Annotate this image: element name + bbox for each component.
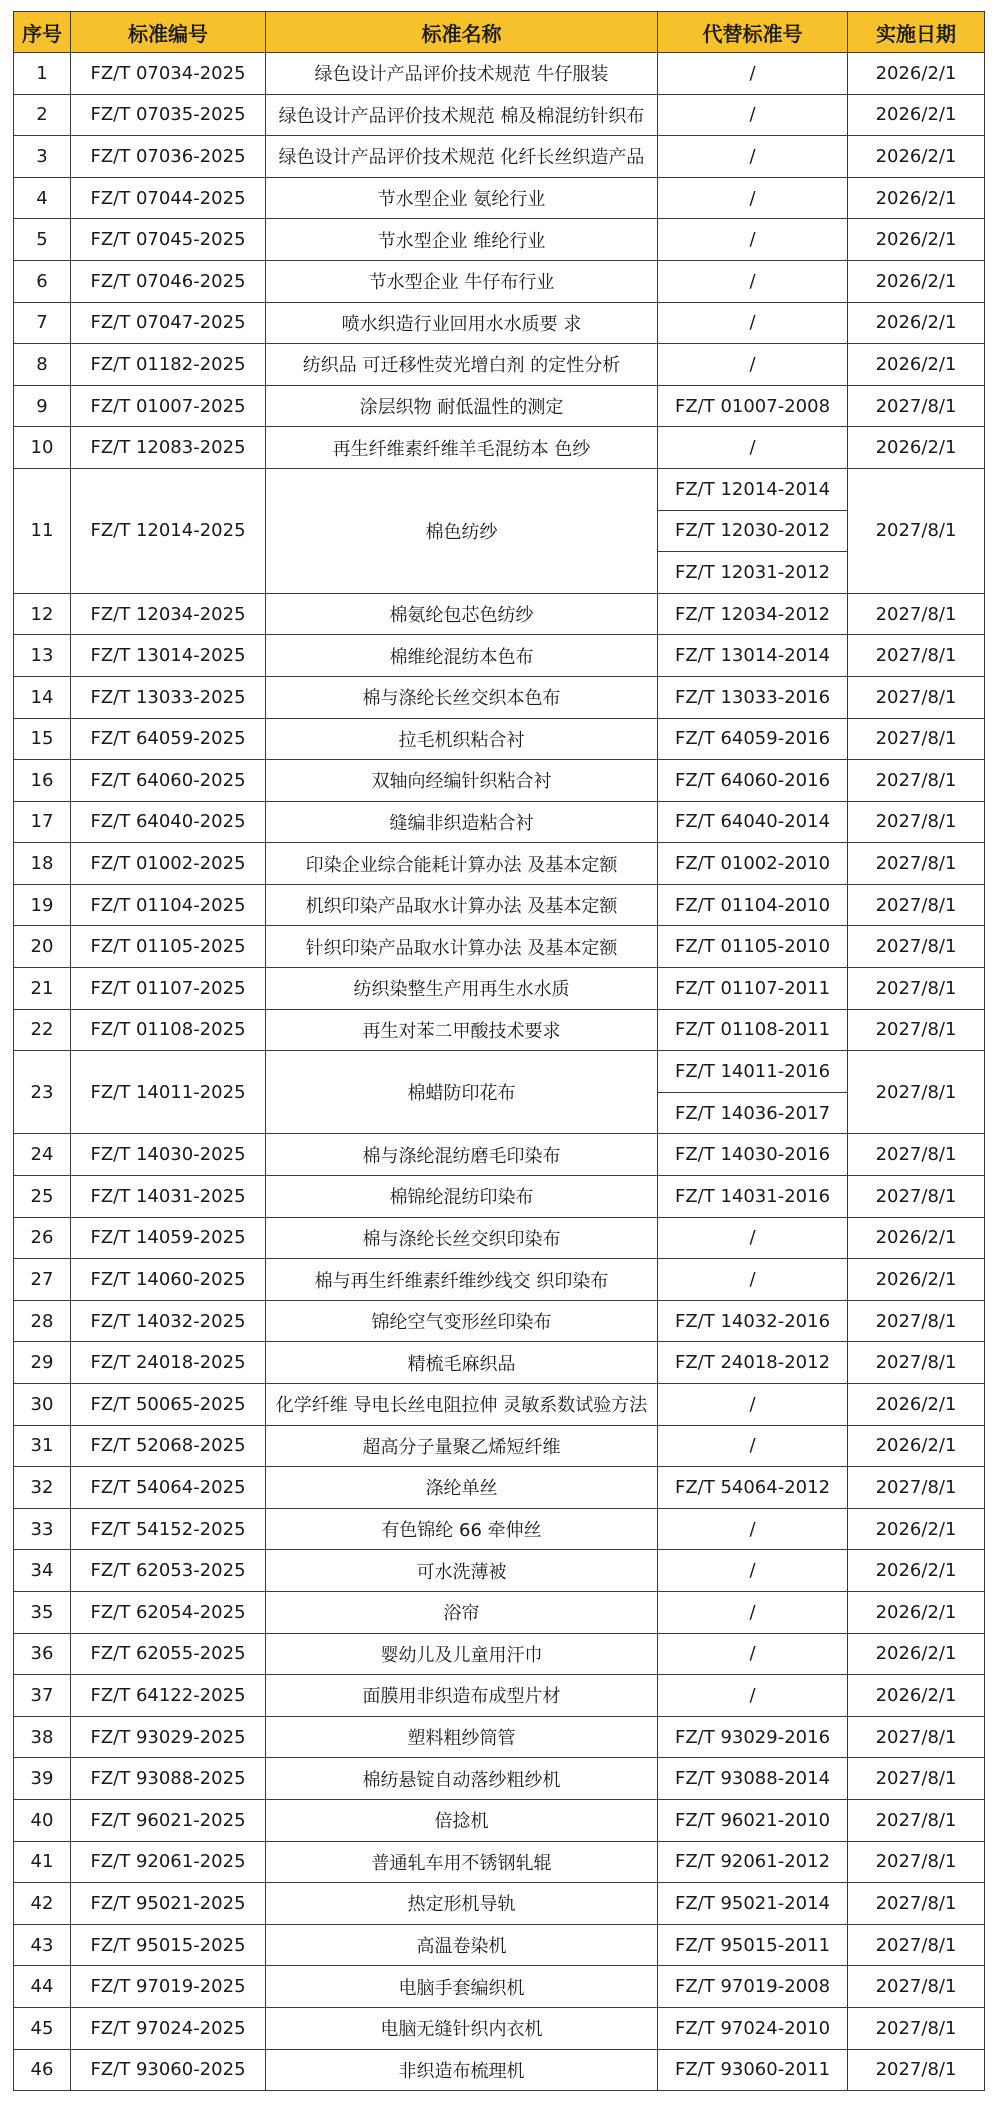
row-standard-name: 印染企业综合能耗计算办法 及基本定额 [266, 843, 658, 885]
row-standard-code: FZ/T 12014-2025 [71, 468, 266, 593]
row-effective-date: 2027/8/1 [848, 968, 985, 1010]
row-standard-code: FZ/T 01104-2025 [71, 884, 266, 926]
row-effective-date: 2027/8/1 [848, 1009, 985, 1051]
row-seq: 3 [14, 136, 71, 178]
row-seq: 31 [14, 1425, 71, 1467]
row-standard-code: FZ/T 13033-2025 [71, 676, 266, 718]
table-row [14, 385, 985, 427]
row-standard-code: FZ/T 24018-2025 [71, 1342, 266, 1384]
row-seq: 23 [14, 1051, 71, 1134]
row-seq: 27 [14, 1259, 71, 1301]
table-row [14, 760, 985, 802]
row-standard-code: FZ/T 93088-2025 [71, 1758, 266, 1800]
row-seq: 46 [14, 2049, 71, 2091]
row-effective-date: 2027/8/1 [848, 884, 985, 926]
row-seq: 33 [14, 1508, 71, 1550]
row-seq: 9 [14, 385, 71, 427]
row-replaced-standard: / [658, 53, 848, 95]
table-row [14, 260, 985, 302]
row-standard-name: 再生对苯二甲酸技术要求 [266, 1009, 658, 1051]
row-seq: 24 [14, 1134, 71, 1176]
row-standard-code: FZ/T 93029-2025 [71, 1716, 266, 1758]
row-seq: 40 [14, 1799, 71, 1841]
row-standard-code: FZ/T 14031-2025 [71, 1176, 266, 1218]
row-standard-code: FZ/T 01105-2025 [71, 926, 266, 968]
row-standard-code: FZ/T 64059-2025 [71, 718, 266, 760]
row-standard-name: 双轴向经编针织粘合衬 [266, 760, 658, 802]
table-row [14, 1924, 985, 1966]
row-replaced-standard: FZ/T 13014-2014 [658, 635, 848, 677]
table-row [14, 1716, 985, 1758]
row-seq: 32 [14, 1467, 71, 1509]
row-standard-code: FZ/T 62053-2025 [71, 1550, 266, 1592]
row-standard-name: 电脑无缝针织内衣机 [266, 2007, 658, 2049]
table-row [14, 1384, 985, 1426]
row-standard-code: FZ/T 07044-2025 [71, 177, 266, 219]
row-standard-name: 绿色设计产品评价技术规范 化纤长丝织造产品 [266, 136, 658, 178]
row-standard-name: 婴幼儿及儿童用汗巾 [266, 1633, 658, 1675]
row-standard-name: 涂层织物 耐低温性的测定 [266, 385, 658, 427]
row-standard-code: FZ/T 07047-2025 [71, 302, 266, 344]
row-seq: 30 [14, 1384, 71, 1426]
header-standard-code: 标准编号 [71, 12, 266, 53]
row-standard-code: FZ/T 14059-2025 [71, 1217, 266, 1259]
row-effective-date: 2027/8/1 [848, 1883, 985, 1925]
row-standard-code: FZ/T 14030-2025 [71, 1134, 266, 1176]
row-standard-name: 纺织染整生产用再生水水质 [266, 968, 658, 1010]
table-row [14, 1966, 985, 2008]
row-standard-name: 塑料粗纱筒管 [266, 1716, 658, 1758]
table-row [14, 635, 985, 677]
row-standard-code: FZ/T 52068-2025 [71, 1425, 266, 1467]
table-row [14, 1259, 985, 1301]
row-seq: 41 [14, 1841, 71, 1883]
row-standard-code: FZ/T 95021-2025 [71, 1883, 266, 1925]
row-seq: 25 [14, 1176, 71, 1218]
header-replaced-standard: 代替标准号 [658, 12, 848, 53]
row-standard-code: FZ/T 54152-2025 [71, 1508, 266, 1550]
row-seq: 17 [14, 801, 71, 843]
row-seq: 15 [14, 718, 71, 760]
row-seq: 20 [14, 926, 71, 968]
row-replaced-standard: FZ/T 95021-2014 [658, 1883, 848, 1925]
row-effective-date: 2027/8/1 [848, 1924, 985, 1966]
row-effective-date: 2026/2/1 [848, 1384, 985, 1426]
row-seq: 11 [14, 468, 71, 593]
row-replaced-standard: / [658, 1633, 848, 1675]
row-standard-code: FZ/T 62055-2025 [71, 1633, 266, 1675]
row-seq: 16 [14, 760, 71, 802]
row-seq: 29 [14, 1342, 71, 1384]
row-standard-code: FZ/T 50065-2025 [71, 1384, 266, 1426]
table-row [14, 1176, 985, 1218]
row-seq: 14 [14, 676, 71, 718]
row-effective-date: 2027/8/1 [848, 1176, 985, 1218]
row-effective-date: 2026/2/1 [848, 53, 985, 95]
row-seq: 18 [14, 843, 71, 885]
header-effective-date: 实施日期 [848, 12, 985, 53]
table-row [14, 1342, 985, 1384]
table-row [14, 427, 985, 469]
row-effective-date: 2027/8/1 [848, 635, 985, 677]
row-standard-name: 普通轧车用不锈钢轧辊 [266, 1841, 658, 1883]
row-effective-date: 2027/8/1 [848, 1841, 985, 1883]
row-standard-code: FZ/T 07046-2025 [71, 260, 266, 302]
row-effective-date: 2026/2/1 [848, 1591, 985, 1633]
row-standard-code: FZ/T 01002-2025 [71, 843, 266, 885]
row-replaced-standard: FZ/T 96021-2010 [658, 1799, 848, 1841]
standards-table [13, 11, 985, 2091]
row-seq: 43 [14, 1924, 71, 1966]
row-standard-code: FZ/T 14011-2025 [71, 1051, 266, 1134]
row-standard-code: FZ/T 01108-2025 [71, 1009, 266, 1051]
row-replaced-standard: FZ/T 14032-2016 [658, 1300, 848, 1342]
row-seq: 34 [14, 1550, 71, 1592]
row-effective-date: 2026/2/1 [848, 177, 985, 219]
row-replaced-standard: / [658, 1675, 848, 1717]
row-replaced-standard: FZ/T 97019-2008 [658, 1966, 848, 2008]
row-standard-name: 可水洗薄被 [266, 1550, 658, 1592]
table-row [14, 1675, 985, 1717]
row-standard-code: FZ/T 62054-2025 [71, 1591, 266, 1633]
table-row [14, 1591, 985, 1633]
row-standard-name: 浴帘 [266, 1591, 658, 1633]
row-standard-code: FZ/T 14032-2025 [71, 1300, 266, 1342]
table-row [14, 1425, 985, 1467]
row-standard-name: 棉纺悬锭自动落纱粗纱机 [266, 1758, 658, 1800]
table-row [14, 1550, 985, 1592]
row-effective-date: 2026/2/1 [848, 1675, 985, 1717]
row-seq: 36 [14, 1633, 71, 1675]
table-row [14, 1467, 985, 1509]
row-replaced-standard: / [658, 427, 848, 469]
row-effective-date: 2027/8/1 [848, 1467, 985, 1509]
row-effective-date: 2027/8/1 [848, 468, 985, 593]
row-replaced-standard: / [658, 344, 848, 386]
row-standard-name: 棉蜡防印花布 [266, 1051, 658, 1134]
table-row [14, 1758, 985, 1800]
row-standard-code: FZ/T 01007-2025 [71, 385, 266, 427]
table-row [14, 1633, 985, 1675]
table-row [14, 1051, 985, 1093]
row-standard-name: 喷水织造行业回用水水质要 求 [266, 302, 658, 344]
row-seq: 39 [14, 1758, 71, 1800]
row-replaced-standard: FZ/T 01107-2011 [658, 968, 848, 1010]
row-replaced-standard: / [658, 219, 848, 261]
row-replaced-standard: / [658, 260, 848, 302]
table-row [14, 1217, 985, 1259]
table-row [14, 1799, 985, 1841]
row-standard-code: FZ/T 01107-2025 [71, 968, 266, 1010]
row-standard-name: 棉与涤纶长丝交织本色布 [266, 676, 658, 718]
row-standard-code: FZ/T 07045-2025 [71, 219, 266, 261]
row-replaced-standard: FZ/T 14036-2017 [658, 1092, 848, 1134]
row-standard-code: FZ/T 14060-2025 [71, 1259, 266, 1301]
row-effective-date: 2026/2/1 [848, 1259, 985, 1301]
row-replaced-standard: FZ/T 95015-2011 [658, 1924, 848, 1966]
row-effective-date: 2026/2/1 [848, 260, 985, 302]
table-header-row [14, 12, 985, 53]
row-effective-date: 2026/2/1 [848, 302, 985, 344]
row-standard-code: FZ/T 92061-2025 [71, 1841, 266, 1883]
row-effective-date: 2027/8/1 [848, 801, 985, 843]
row-seq: 45 [14, 2007, 71, 2049]
row-effective-date: 2027/8/1 [848, 1300, 985, 1342]
row-standard-name: 缝编非织造粘合衬 [266, 801, 658, 843]
row-effective-date: 2027/8/1 [848, 760, 985, 802]
row-effective-date: 2027/8/1 [848, 593, 985, 635]
table-row [14, 801, 985, 843]
row-seq: 22 [14, 1009, 71, 1051]
row-effective-date: 2027/8/1 [848, 2007, 985, 2049]
row-standard-code: FZ/T 95015-2025 [71, 1924, 266, 1966]
row-effective-date: 2027/8/1 [848, 676, 985, 718]
row-standard-name: 棉与再生纤维素纤维纱线交 织印染布 [266, 1259, 658, 1301]
row-standard-name: 纺织品 可迁移性荧光增白剂 的定性分析 [266, 344, 658, 386]
row-seq: 4 [14, 177, 71, 219]
row-replaced-standard: FZ/T 97024-2010 [658, 2007, 848, 2049]
row-replaced-standard: / [658, 1591, 848, 1633]
row-replaced-standard: / [658, 177, 848, 219]
row-replaced-standard: FZ/T 14031-2016 [658, 1176, 848, 1218]
row-replaced-standard: FZ/T 93060-2011 [658, 2049, 848, 2091]
row-standard-name: 超高分子量聚乙烯短纤维 [266, 1425, 658, 1467]
row-standard-name: 涤纶单丝 [266, 1467, 658, 1509]
row-replaced-standard: FZ/T 14030-2016 [658, 1134, 848, 1176]
table-row [14, 968, 985, 1010]
row-standard-code: FZ/T 12083-2025 [71, 427, 266, 469]
row-replaced-standard: FZ/T 64040-2014 [658, 801, 848, 843]
row-replaced-standard: FZ/T 12030-2012 [658, 510, 848, 552]
row-standard-name: 绿色设计产品评价技术规范 牛仔服装 [266, 53, 658, 95]
table-row [14, 593, 985, 635]
row-effective-date: 2026/2/1 [848, 219, 985, 261]
table-row [14, 136, 985, 178]
table-row [14, 53, 985, 95]
table-row [14, 1883, 985, 1925]
row-seq: 35 [14, 1591, 71, 1633]
row-seq: 42 [14, 1883, 71, 1925]
table-row [14, 1508, 985, 1550]
row-replaced-standard: / [658, 94, 848, 136]
row-replaced-standard: FZ/T 01104-2010 [658, 884, 848, 926]
table-body [14, 53, 985, 2091]
table-row [14, 1841, 985, 1883]
row-effective-date: 2027/8/1 [848, 385, 985, 427]
row-standard-code: FZ/T 54064-2025 [71, 1467, 266, 1509]
row-seq: 5 [14, 219, 71, 261]
row-seq: 1 [14, 53, 71, 95]
row-replaced-standard: FZ/T 01002-2010 [658, 843, 848, 885]
row-standard-name: 棉锦纶混纺印染布 [266, 1176, 658, 1218]
row-standard-code: FZ/T 64040-2025 [71, 801, 266, 843]
row-standard-name: 高温卷染机 [266, 1924, 658, 1966]
row-replaced-standard: FZ/T 92061-2012 [658, 1841, 848, 1883]
row-replaced-standard: FZ/T 93088-2014 [658, 1758, 848, 1800]
header-standard-name: 标准名称 [266, 12, 658, 53]
table-row [14, 94, 985, 136]
table-row [14, 1009, 985, 1051]
row-effective-date: 2026/2/1 [848, 136, 985, 178]
row-standard-code: FZ/T 64122-2025 [71, 1675, 266, 1717]
row-seq: 28 [14, 1300, 71, 1342]
row-replaced-standard: FZ/T 54064-2012 [658, 1467, 848, 1509]
row-effective-date: 2027/8/1 [848, 1134, 985, 1176]
row-effective-date: 2026/2/1 [848, 427, 985, 469]
table-row [14, 2049, 985, 2091]
row-replaced-standard: FZ/T 93029-2016 [658, 1716, 848, 1758]
row-standard-name: 倍捻机 [266, 1799, 658, 1841]
row-effective-date: 2026/2/1 [848, 1425, 985, 1467]
row-standard-name: 棉与涤纶长丝交织印染布 [266, 1217, 658, 1259]
row-seq: 44 [14, 1966, 71, 2008]
row-standard-name: 化学纤维 导电长丝电阻拉伸 灵敏系数试验方法 [266, 1384, 658, 1426]
row-replaced-standard: FZ/T 01105-2010 [658, 926, 848, 968]
table-row [14, 2007, 985, 2049]
row-standard-name: 精梳毛麻织品 [266, 1342, 658, 1384]
row-seq: 21 [14, 968, 71, 1010]
row-standard-name: 锦纶空气变形丝印染布 [266, 1300, 658, 1342]
row-effective-date: 2026/2/1 [848, 1633, 985, 1675]
row-standard-code: FZ/T 96021-2025 [71, 1799, 266, 1841]
row-standard-name: 有色锦纶 66 牵伸丝 [266, 1508, 658, 1550]
row-replaced-standard: FZ/T 64059-2016 [658, 718, 848, 760]
row-effective-date: 2027/8/1 [848, 1758, 985, 1800]
table-row [14, 219, 985, 261]
row-seq: 8 [14, 344, 71, 386]
table-row [14, 344, 985, 386]
table-row [14, 884, 985, 926]
row-seq: 26 [14, 1217, 71, 1259]
row-seq: 13 [14, 635, 71, 677]
row-standard-name: 节水型企业 维纶行业 [266, 219, 658, 261]
row-replaced-standard: FZ/T 13033-2016 [658, 676, 848, 718]
row-replaced-standard: FZ/T 64060-2016 [658, 760, 848, 802]
row-replaced-standard: / [658, 136, 848, 178]
row-standard-code: FZ/T 12034-2025 [71, 593, 266, 635]
row-effective-date: 2027/8/1 [848, 1051, 985, 1134]
row-standard-name: 非织造布梳理机 [266, 2049, 658, 2091]
row-standard-code: FZ/T 13014-2025 [71, 635, 266, 677]
row-replaced-standard: / [658, 1217, 848, 1259]
row-replaced-standard: / [658, 1425, 848, 1467]
table-row [14, 676, 985, 718]
row-effective-date: 2027/8/1 [848, 1342, 985, 1384]
row-effective-date: 2027/8/1 [848, 1716, 985, 1758]
row-effective-date: 2026/2/1 [848, 1217, 985, 1259]
row-seq: 37 [14, 1675, 71, 1717]
row-replaced-standard: / [658, 1384, 848, 1426]
row-standard-name: 棉色纺纱 [266, 468, 658, 593]
row-standard-code: FZ/T 97024-2025 [71, 2007, 266, 2049]
row-replaced-standard: FZ/T 12031-2012 [658, 552, 848, 594]
row-replaced-standard: FZ/T 12034-2012 [658, 593, 848, 635]
row-standard-name: 棉与涤纶混纺磨毛印染布 [266, 1134, 658, 1176]
table-row [14, 1134, 985, 1176]
row-effective-date: 2026/2/1 [848, 344, 985, 386]
header-seq: 序号 [14, 12, 71, 53]
row-effective-date: 2027/8/1 [848, 926, 985, 968]
row-standard-name: 针织印染产品取水计算办法 及基本定额 [266, 926, 658, 968]
row-replaced-standard: FZ/T 12014-2014 [658, 468, 848, 510]
row-effective-date: 2026/2/1 [848, 1508, 985, 1550]
row-replaced-standard: FZ/T 01108-2011 [658, 1009, 848, 1051]
row-effective-date: 2027/8/1 [848, 1799, 985, 1841]
row-effective-date: 2027/8/1 [848, 843, 985, 885]
row-effective-date: 2026/2/1 [848, 94, 985, 136]
row-standard-name: 电脑手套编织机 [266, 1966, 658, 2008]
row-replaced-standard: FZ/T 24018-2012 [658, 1342, 848, 1384]
row-standard-code: FZ/T 97019-2025 [71, 1966, 266, 2008]
table-row [14, 843, 985, 885]
row-seq: 12 [14, 593, 71, 635]
row-standard-name: 机织印染产品取水计算办法 及基本定额 [266, 884, 658, 926]
row-standard-name: 面膜用非织造布成型片材 [266, 1675, 658, 1717]
row-standard-name: 绿色设计产品评价技术规范 棉及棉混纺针织布 [266, 94, 658, 136]
row-replaced-standard: / [658, 302, 848, 344]
row-standard-code: FZ/T 93060-2025 [71, 2049, 266, 2091]
row-replaced-standard: FZ/T 14011-2016 [658, 1051, 848, 1093]
row-replaced-standard: / [658, 1550, 848, 1592]
row-standard-name: 热定形机导轨 [266, 1883, 658, 1925]
row-standard-name: 棉维纶混纺本色布 [266, 635, 658, 677]
row-standard-name: 节水型企业 牛仔布行业 [266, 260, 658, 302]
table-row [14, 926, 985, 968]
row-standard-code: FZ/T 07034-2025 [71, 53, 266, 95]
row-seq: 38 [14, 1716, 71, 1758]
row-seq: 6 [14, 260, 71, 302]
row-seq: 7 [14, 302, 71, 344]
table-row [14, 718, 985, 760]
row-standard-name: 棉氨纶包芯色纺纱 [266, 593, 658, 635]
row-effective-date: 2027/8/1 [848, 718, 985, 760]
row-replaced-standard: / [658, 1508, 848, 1550]
row-standard-name: 节水型企业 氨纶行业 [266, 177, 658, 219]
row-standard-code: FZ/T 07036-2025 [71, 136, 266, 178]
row-seq: 10 [14, 427, 71, 469]
row-effective-date: 2027/8/1 [848, 2049, 985, 2091]
row-replaced-standard: / [658, 1259, 848, 1301]
row-standard-code: FZ/T 07035-2025 [71, 94, 266, 136]
row-standard-code: FZ/T 64060-2025 [71, 760, 266, 802]
table-row [14, 177, 985, 219]
row-standard-name: 拉毛机织粘合衬 [266, 718, 658, 760]
table-row [14, 1300, 985, 1342]
row-seq: 2 [14, 94, 71, 136]
row-standard-code: FZ/T 01182-2025 [71, 344, 266, 386]
table-row [14, 468, 985, 510]
row-standard-name: 再生纤维素纤维羊毛混纺本 色纱 [266, 427, 658, 469]
row-seq: 19 [14, 884, 71, 926]
row-effective-date: 2027/8/1 [848, 1966, 985, 2008]
row-effective-date: 2026/2/1 [848, 1550, 985, 1592]
row-replaced-standard: FZ/T 01007-2008 [658, 385, 848, 427]
table-row [14, 302, 985, 344]
